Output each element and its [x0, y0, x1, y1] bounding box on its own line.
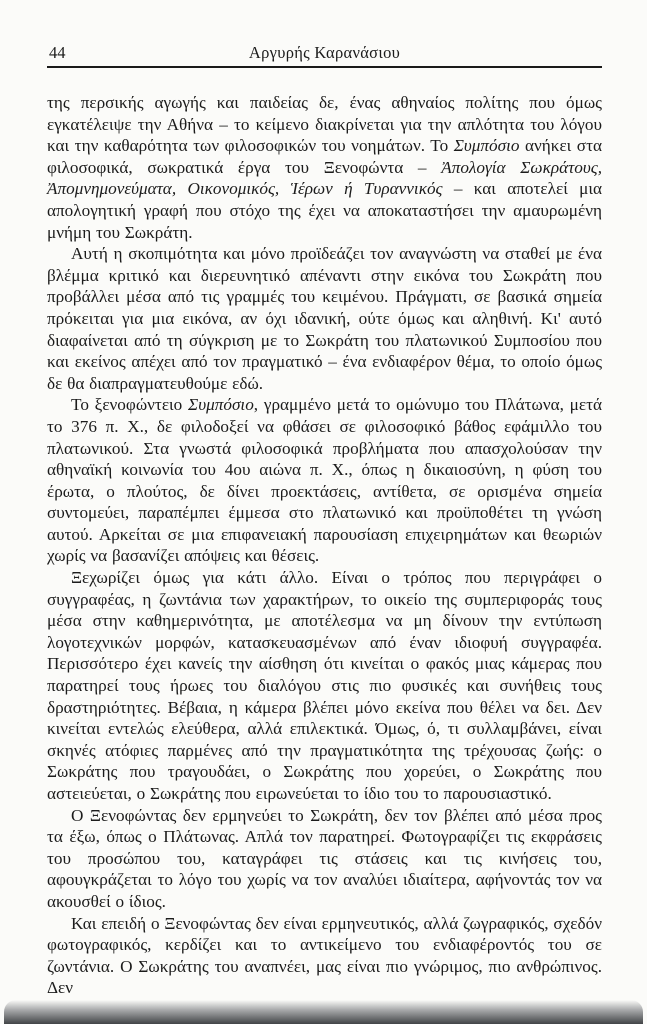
paragraph — [47, 92, 602, 243]
text-segment: Αυτή η σκοπιμότητα και μόνο προϊδεάζει τον αναγνώστη να σταθεί με ένα βλέμμα κριτικό και διερευνητικό απέναντι στην εικόνα του Σωκράτη που προβάλλει μέσα από τις γραμμές του κειμένου. Πράγματι, σε βασικά σημεία πρόκειται για μια εικόνα, αν όχι ιδανική, ούτε όμως και αληθινή. Κι' αυτό διαφαίνεται από τη σύγκριση με το Σωκράτη του πλατωνικού Συμποσίου που και εκείνος απέχει από τον πραγματικό – ένα ενδιαφέρον θέμα, το οποίο όμως δε θα διαπραγματευθούμε εδώ. — [47, 244, 602, 393]
text-segment: Ξεχωρίζει όμως για κάτι άλλο. Είναι ο τρόπος που περιγράφει ο συγγραφέας, η ζωντάνια των χαρακτήρων, το οικείο της συμπεριφοράς τους μέσα στην καθημερινότητα, με αποτέλεσμα να μη δίνουν την εντύπωση λογοτεχνικών μορφών, κατασκευασμένων από έναν ιδιοφυή συγγραφέα. Περισσότερο έχει κανείς την αίσθηση ότι κινείται ο φακός μιας κάμερας που παρατηρεί τους ήρωες του διαλόγου στις πιο φυσικές και συνήθεις τους δραστηριότητες. Βέβαια, η κάμερα βλέπει μόνο εκείνα που θέλει να δει. Δεν κινείται εντελώς ελεύθερα, αλλά επιλεκτικά. Όμως, ό, τι συλλαμβάνει, είναι σκηνές ατόφιες παρμένες από την πραγματικότητα της τρέχουσας ζωής: ο Σωκράτης που τραγουδάει, ο Σωκράτης που χορεύει, ο Σωκράτης που αστειεύεται, ο Σωκράτης που ειρωνεύεται το ίδιο του το παρουσιαστικό. — [47, 568, 602, 803]
paragraph — [47, 805, 602, 913]
paragraph — [47, 567, 602, 805]
work-title: Συμπόσιο — [453, 136, 520, 156]
page-bottom-shadow — [4, 1000, 643, 1024]
text-segment: , γραμμένο μετά το ομώνυμο του Πλάτωνα, μετά το 376 π. Χ., δε φιλοδοξεί να φθάσει σε φιλοσοφικό βάθος εφάμιλλο του πλατωνικού. Στα γνωστά φιλοσοφικά προβλήματα που απασχολούσαν την αθηναϊκή κοινωνία του 4ου αιώνα π. Χ., όπως η δικαιοσύνη, η φύση του έρωτα, ο πλούτος, δε δίνει προεκτάσεις, αντίθετα, σε ορισμένα σημεία συντομεύει, παραπέμπει έμμεσα στο πλατωνικό και προϋποθέτει τη γνώση αυτού. Αρκείται σε μια επιφανειακή παρουσίαση επιχειρημάτων και θεωριών χωρίς να βασανίζει απόψεις και θέσεις. — [47, 395, 602, 566]
paragraph — [47, 243, 602, 394]
text-segment: Το ξενοφώντειο — [71, 395, 189, 415]
text-segment: ανήκει στα φιλοσοφικά, σωκρατικά έργα του Ξενοφώντα – — [47, 136, 602, 177]
running-head: Αργυρής Καρανάσιου — [248, 43, 401, 62]
paragraph — [47, 913, 602, 999]
text-block — [47, 92, 602, 999]
work-title: Ἀπολογία Σωκράτους, Ἀπομνημονεύματα, Οικονομικός, Ἱέρων ή Τυραννικός — [47, 157, 602, 199]
paragraph — [47, 394, 602, 567]
page-number: 44 — [49, 43, 66, 62]
work-title: Συμπόσιο — [188, 395, 254, 415]
text-segment: Ο Ξενοφώντας δεν ερμηνεύει το Σωκράτη, δεν τον βλέπει από μέσα προς τα έξω, όπως ο Πλάτωνας. Απλά τον παρατηρεί. Φωτογραφίζει τις εκφράσεις του προσώπου του, καταγράφει τις στάσεις και τις κινήσεις του, αφουγκράζεται το λόγο του χωρίς να τον αναλύει ιδιαίτερα, αφήνοντάς τον να ακουσθεί ο ίδιος. — [47, 805, 602, 911]
text-segment: της περσικής αγωγής και παιδείας δε, ένας αθηναίος πολίτης που όμως εγκατέλειψε την Αθήνα – το κείμενο διακρίνεται για την απλότητα του λόγου και την καθαρότητα των φιλοσοφικών του νοημάτων. Το — [47, 93, 602, 156]
text-segment: Και επειδή ο Ξενοφώντας δεν είναι ερμηνευτικός, αλλά ζωγραφικός, σχεδόν φωτογραφικός, κερδίζει και το αντικείμενο του ενδιαφέροντός του σε ζωντάνια. Ο Σωκράτης του αναπνέει, μας είναι πιο γνώριμος, πιο ανθρώπινος. Δεν — [47, 913, 602, 998]
page-header — [47, 42, 602, 68]
text-segment: – και αποτελεί μια απολογητική γραφή που στόχο της έχει να αποκαταστήσει την αμαυρωμένη μνήμη του Σωκράτη. — [47, 179, 603, 242]
